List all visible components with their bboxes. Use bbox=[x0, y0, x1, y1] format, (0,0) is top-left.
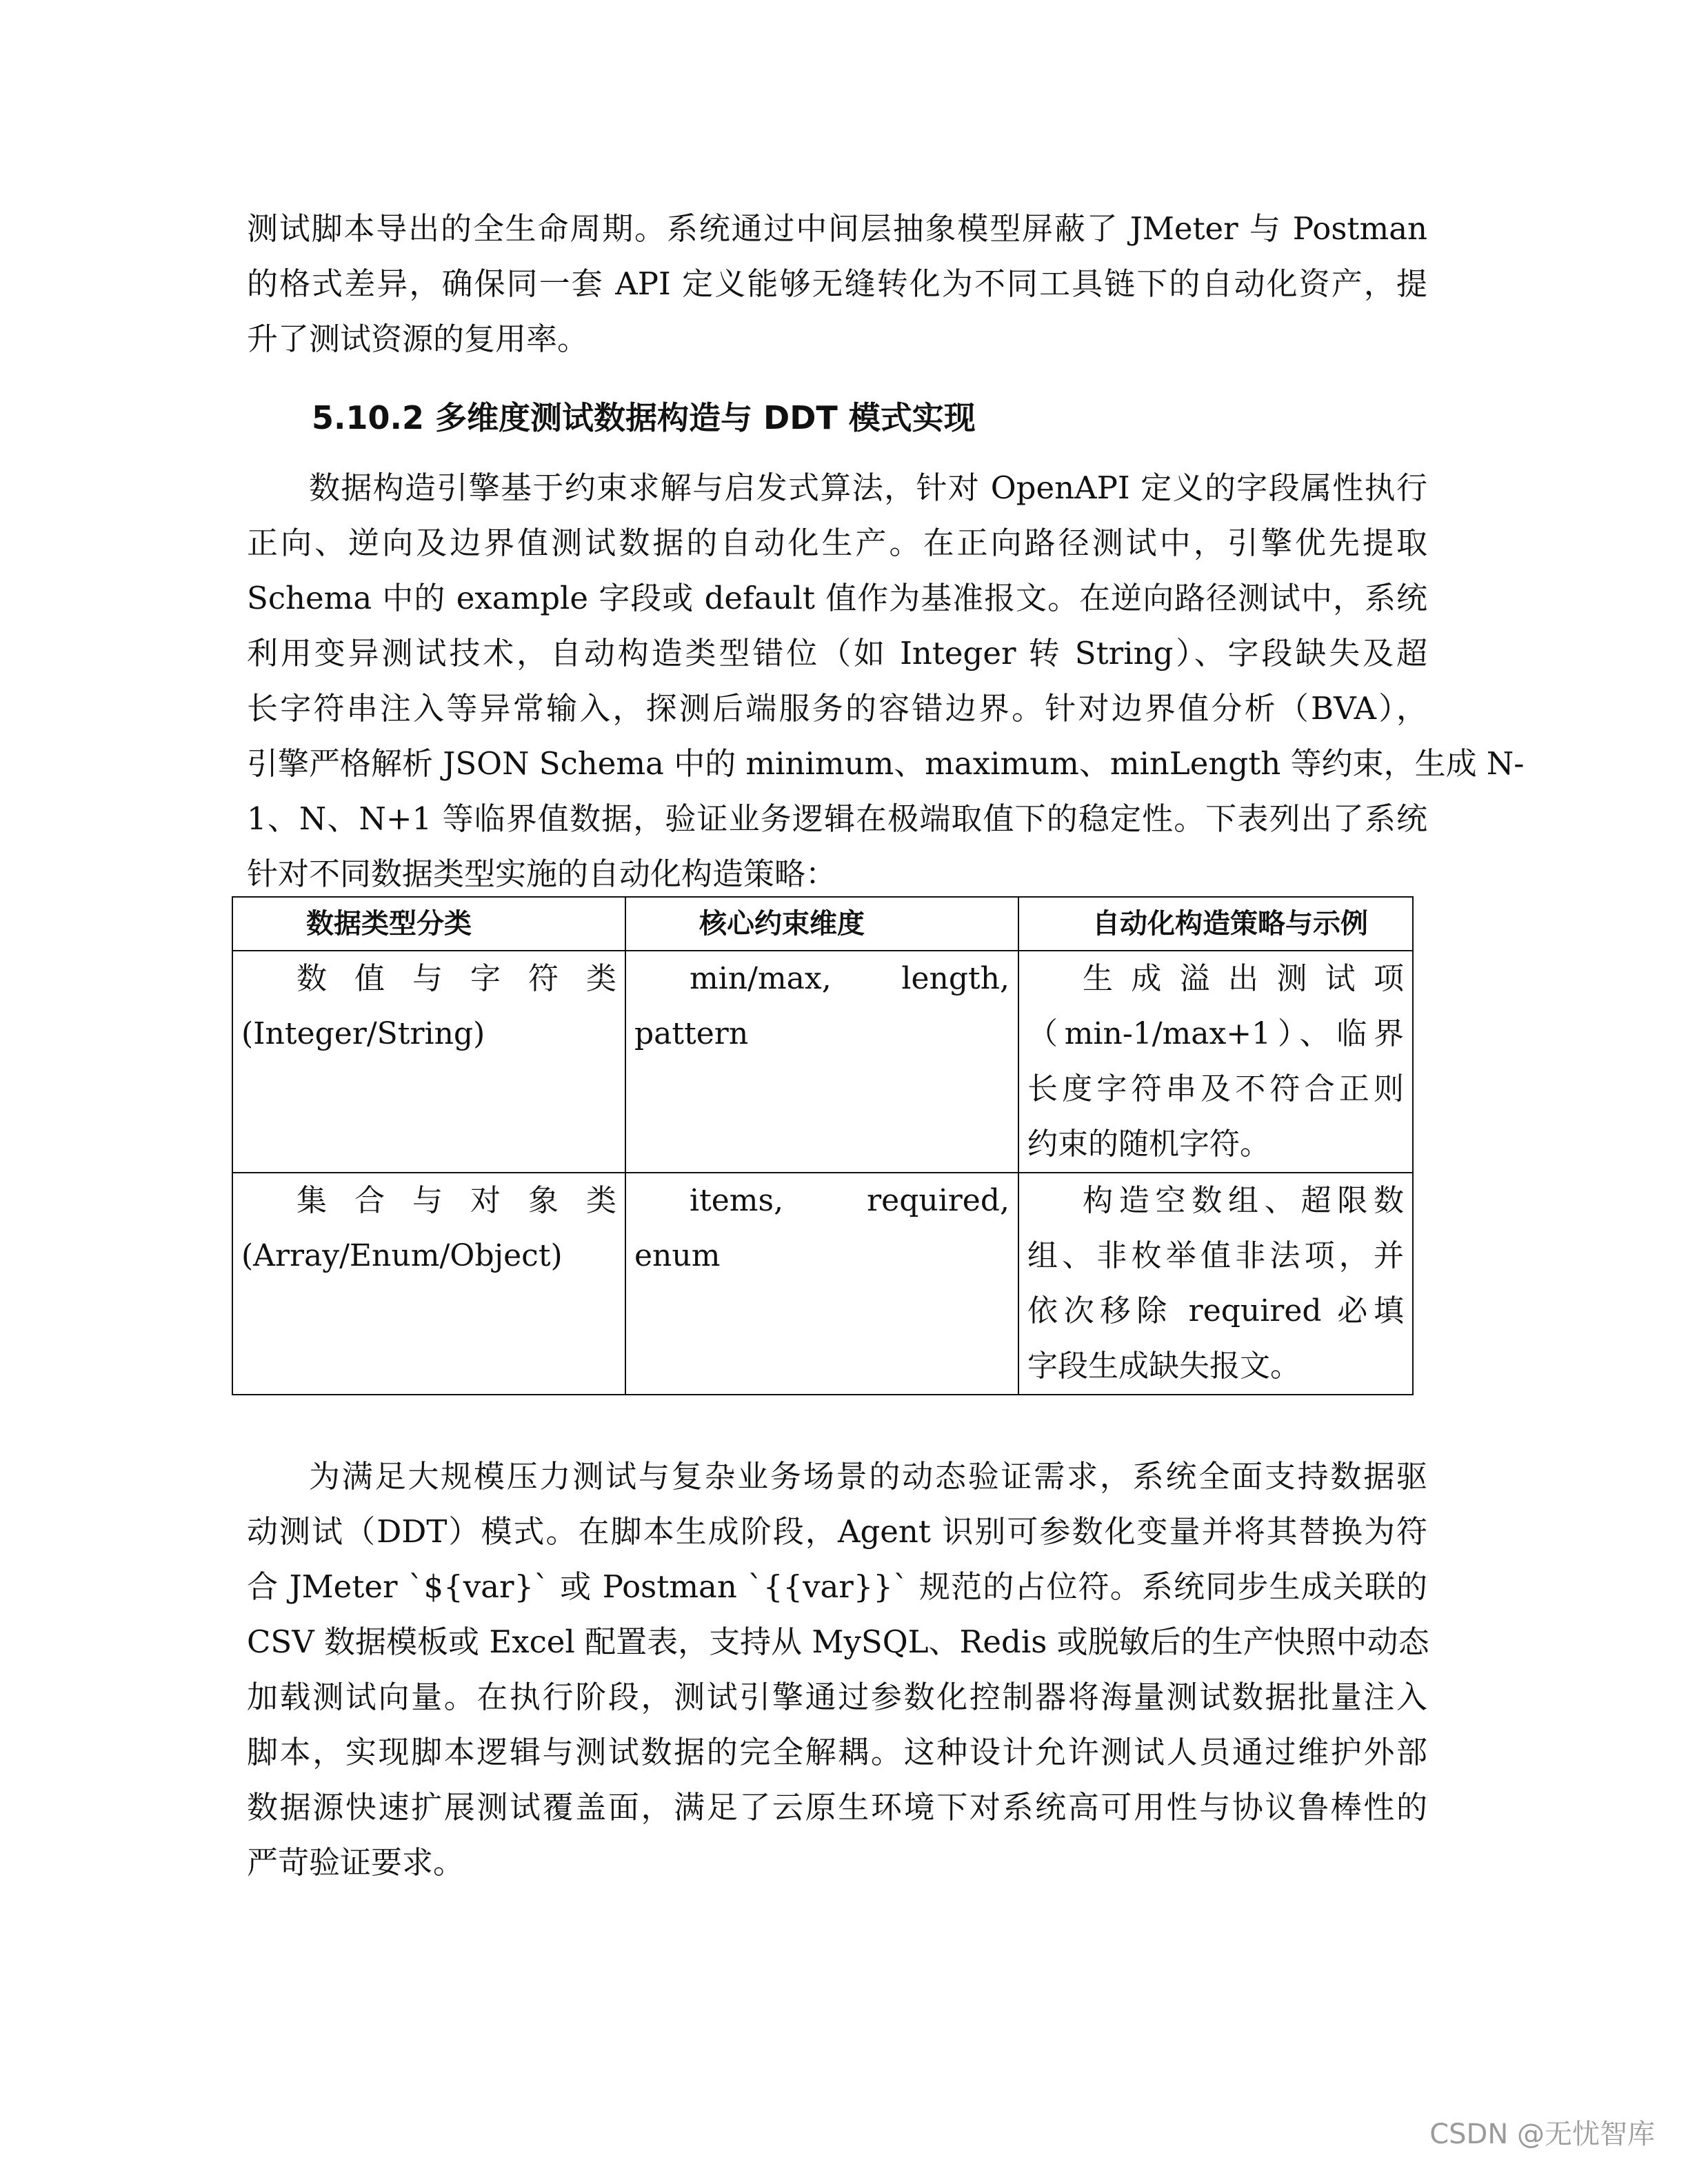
cell-line: 组、非枚举值非法项，并 bbox=[1027, 1238, 1404, 1273]
cell-line: 构造空数组、超限数 bbox=[1083, 1183, 1404, 1218]
watermark: CSDN @无忧智库 bbox=[1429, 2119, 1655, 2150]
cell-line: pattern bbox=[634, 1016, 749, 1051]
paragraph-data-construction bbox=[247, 461, 1525, 902]
text-line: 动测试（DDT）模式。在脚本生成阶段，Agent 识别可参数化变量并将其替换为符 bbox=[247, 1513, 1427, 1550]
table-cell bbox=[625, 1173, 1018, 1395]
text-line: 升了测试资源的复用率。 bbox=[247, 321, 589, 357]
text-line: 数据构造引擎基于约束求解与启发式算法，针对 OpenAPI 定义的字段属性执行 bbox=[309, 469, 1427, 506]
cell-line: items, required, bbox=[690, 1183, 1009, 1218]
paragraph-ddt bbox=[247, 1449, 1427, 1890]
cell-line: 数 值 与 字 符 类 bbox=[297, 961, 616, 996]
text-line: CSV 数据模板或 Excel 配置表，支持从 MySQL、Redis 或脱敏后的生产快照中动态 bbox=[247, 1624, 1429, 1660]
table-cell bbox=[232, 951, 625, 1173]
table-cell bbox=[1018, 1173, 1413, 1395]
text-line: 加载测试向量。在执行阶段，测试引擎通过参数化控制器将海量测试数据批量注入 bbox=[247, 1679, 1427, 1715]
cell-line: （min-1/max+1）、临界 bbox=[1027, 1016, 1404, 1051]
cell-line: 集 合 与 对 象 类 bbox=[297, 1183, 616, 1218]
text-line: 严苛验证要求。 bbox=[247, 1844, 465, 1881]
cell-line: 生 成 溢 出 测 试 项 bbox=[1083, 961, 1404, 996]
table-row bbox=[232, 951, 1413, 1173]
text-line: 合 JMeter `${var}` 或 Postman `{{var}}` 规范的占位符。系统同步生成关联的 bbox=[247, 1568, 1427, 1605]
section-heading: 5.10.2 多维度测试数据构造与 DDT 模式实现 bbox=[312, 399, 976, 436]
table-cell bbox=[232, 1173, 625, 1395]
strategy-table bbox=[232, 896, 1414, 1395]
table-row bbox=[232, 1173, 1413, 1395]
cell-line: 长度字符串及不符合正则 bbox=[1027, 1071, 1404, 1106]
cell-line: (Integer/String) bbox=[241, 1016, 485, 1051]
text-line: 数据源快速扩展测试覆盖面，满足了云原生环境下对系统高可用性与协议鲁棒性的 bbox=[247, 1789, 1427, 1826]
text-line: 为满足大规模压力测试与复杂业务场景的动态验证需求，系统全面支持数据驱 bbox=[309, 1458, 1427, 1495]
text-line: 1、N、N+1 等临界值数据，验证业务逻辑在极端取值下的稳定性。下表列出了系统 bbox=[247, 800, 1427, 837]
text-line: 测试脚本导出的全生命周期。系统通过中间层抽象模型屏蔽了 JMeter 与 Postman bbox=[247, 210, 1427, 247]
text-line: 利用变异测试技术，自动构造类型错位（如 Integer 转 String）、字段缺失及超 bbox=[247, 635, 1427, 671]
text-line: 引擎严格解析 JSON Schema 中的 minimum、maximum、minLength 等约束，生成 N- bbox=[247, 745, 1525, 782]
text-line: 长字符串注入等异常输入，探测后端服务的容错边界。针对边界值分析（BVA）， bbox=[247, 690, 1427, 727]
table-cell bbox=[1018, 951, 1413, 1173]
cell-line: (Array/Enum/Object) bbox=[241, 1238, 563, 1273]
text-line: 脚本，实现脚本逻辑与测试数据的完全解耦。这种设计允许测试人员通过维护外部 bbox=[247, 1734, 1427, 1770]
text-line: 正向、逆向及边界值测试数据的自动化生产。在正向路径测试中，引擎优先提取 bbox=[247, 525, 1427, 561]
text-line: 针对不同数据类型实施的自动化构造策略： bbox=[247, 856, 837, 892]
cell-line: 依次移除 required 必填 bbox=[1027, 1293, 1404, 1328]
table-cell bbox=[625, 951, 1018, 1173]
paragraph-intro bbox=[247, 201, 1427, 367]
cell-line: 约束的随机字符。 bbox=[1027, 1126, 1270, 1162]
cell-line: 字段生成缺失报文。 bbox=[1027, 1348, 1300, 1384]
table-header-row bbox=[232, 897, 1413, 951]
text-line: 的格式差异，确保同一套 API 定义能够无缝转化为不同工具链下的自动化资产，提 bbox=[247, 265, 1427, 302]
table-header-cell: 核心约束维度 bbox=[625, 897, 1018, 951]
text-line: Schema 中的 example 字段或 default 值作为基准报文。在逆向路径测试中，系统 bbox=[247, 580, 1427, 616]
cell-line: enum bbox=[634, 1238, 721, 1273]
table-header-cell: 数据类型分类 bbox=[232, 897, 625, 951]
table-header-cell: 自动化构造策略与示例 bbox=[1018, 897, 1413, 951]
cell-line: min/max, length, bbox=[690, 961, 1009, 996]
